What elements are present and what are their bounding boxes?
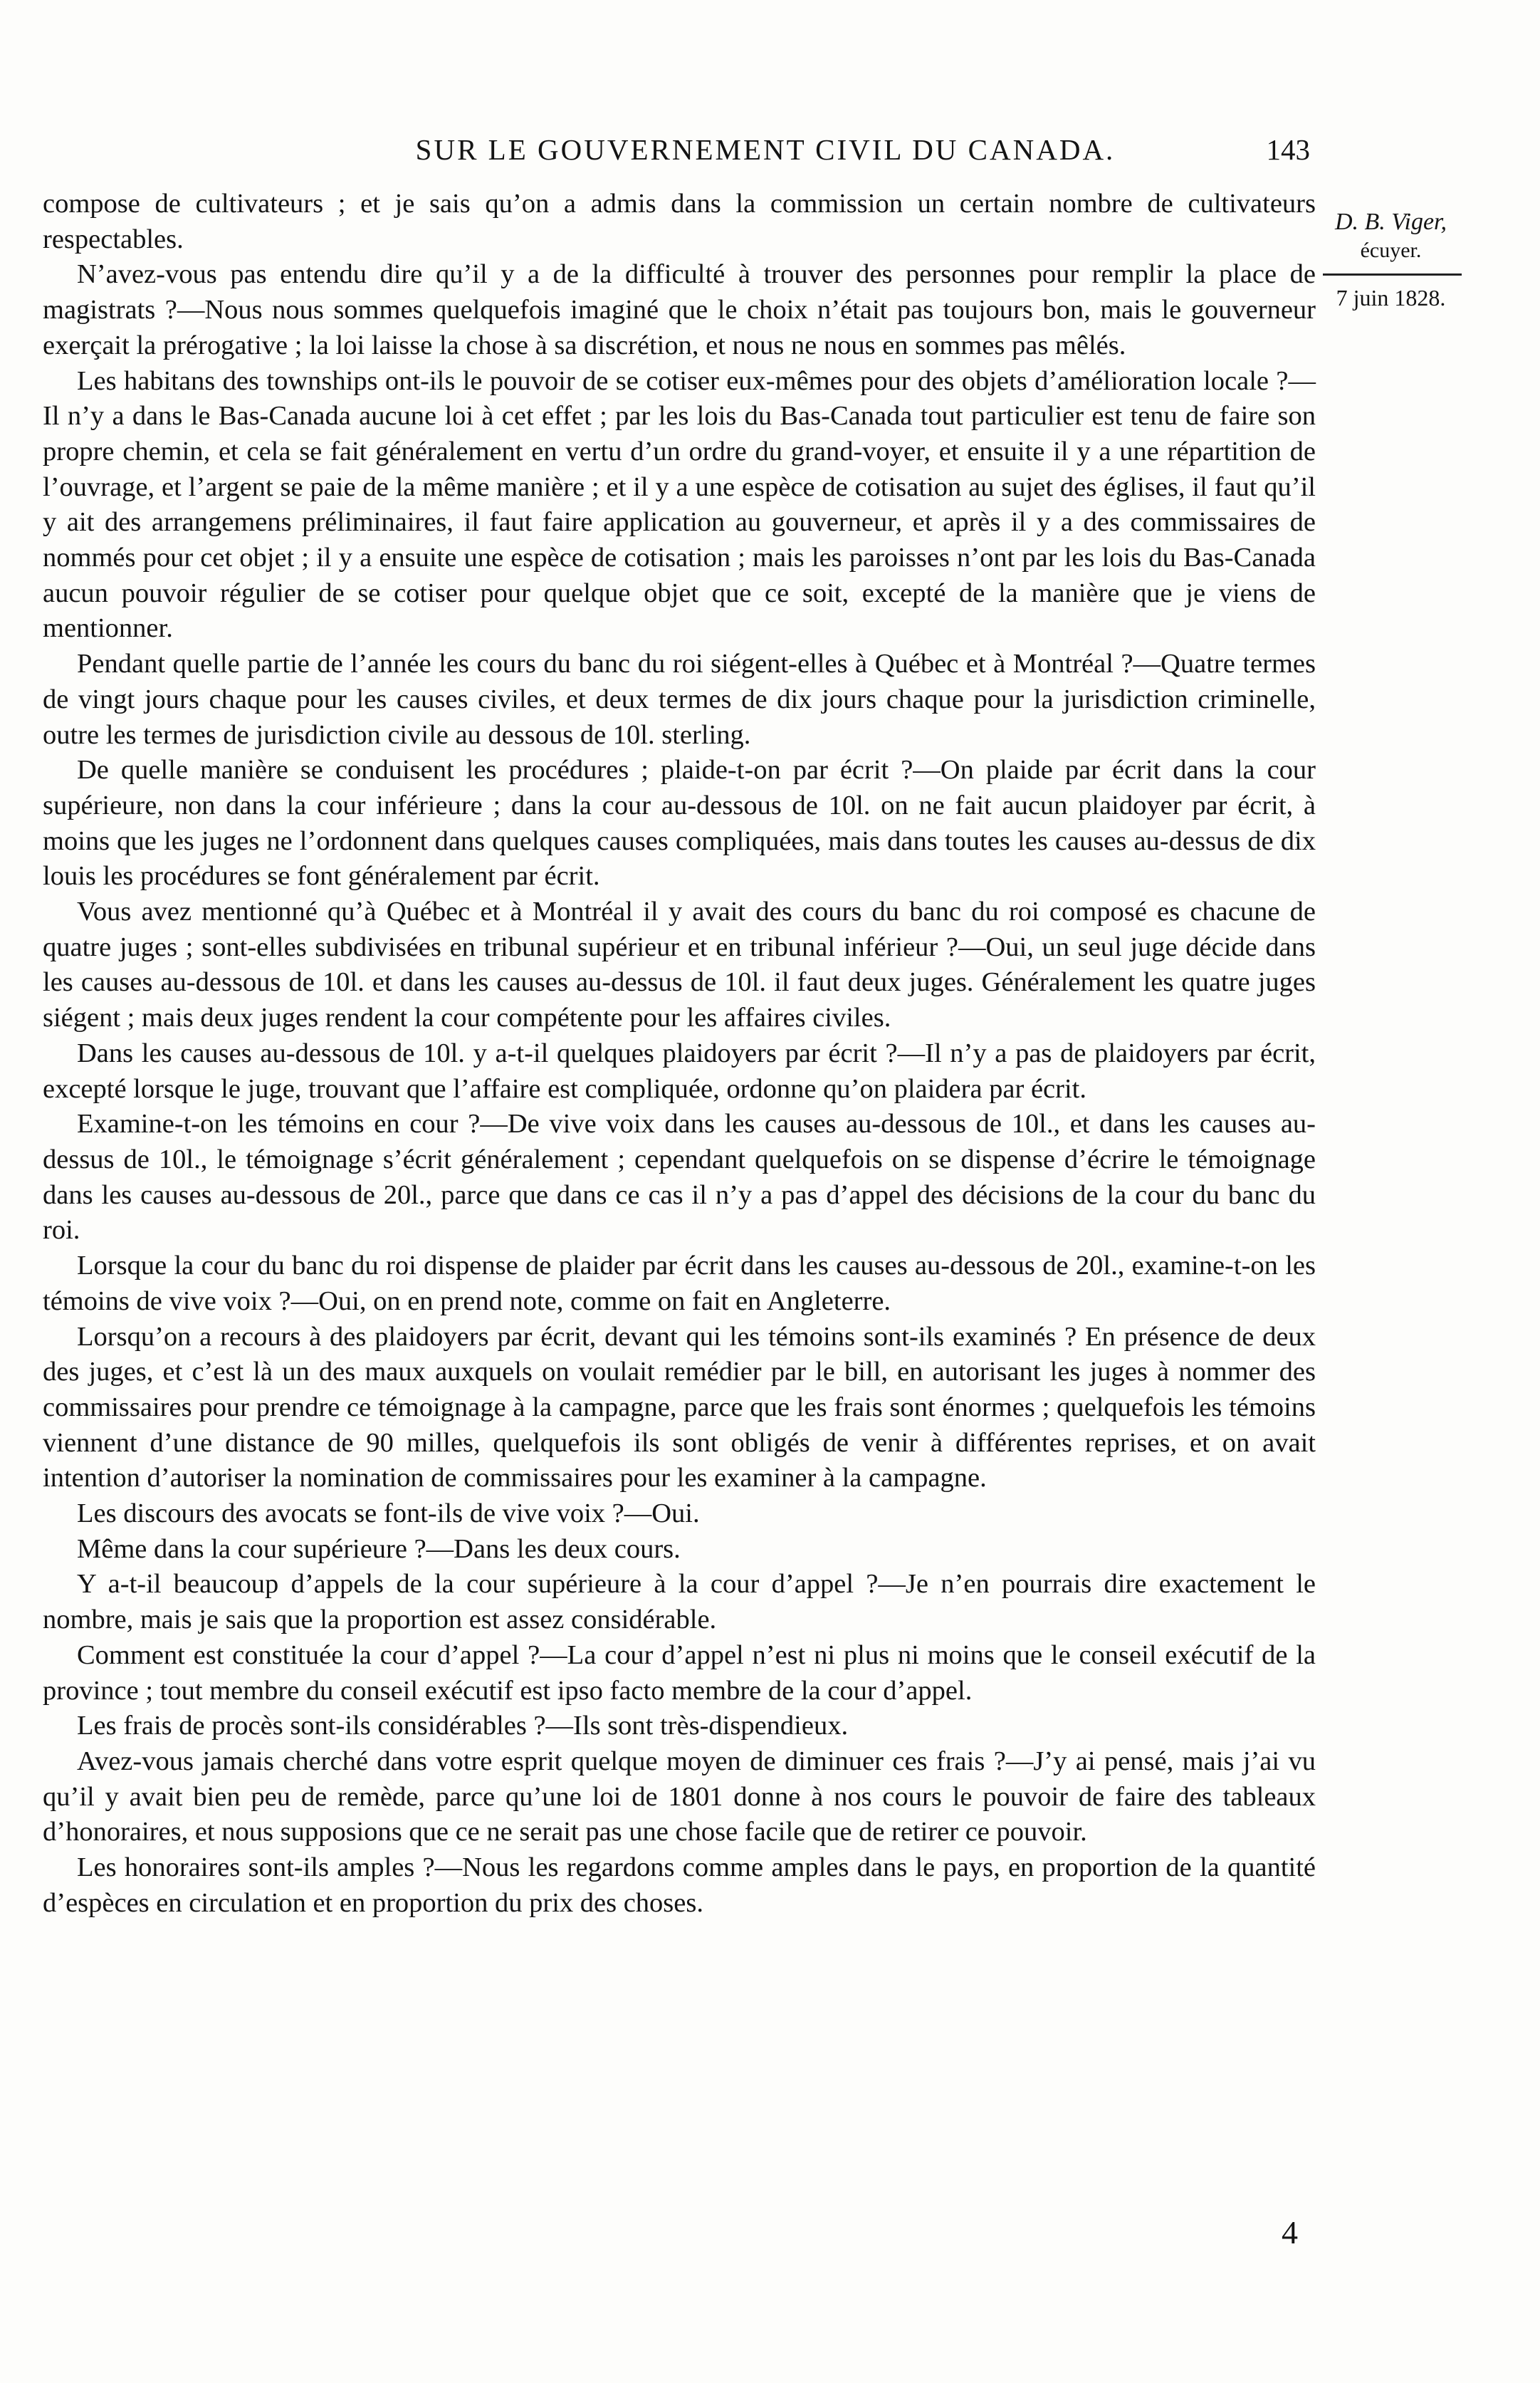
- paragraph: Examine-t-on les témoins en cour ?—De vive voix dans les causes au-dessous de 10l., et dans les causes au-dessus de 10l., le témoignage s’écrit généralement ; cependant quelquefois on se dispense d’écrire le témoignage dans les causes au-dessous de 20l., parce que dans ce cas il n’y a pas d’appel des décisions de la cour du banc du roi.: [43, 1109, 1316, 1246]
- page-number: 143: [1266, 133, 1310, 166]
- margin-witness-name: D. B. Viger,: [1334, 209, 1447, 235]
- signature-mark: 4: [1282, 2214, 1298, 2251]
- paragraph: Lorsqu’on a recours à des plaidoyers par écrit, devant qui les témoins sont-ils examinés ? En présence de deux des juges, et c’est là un des maux auxquels on voulait remédier par le bill, en autorisant les juges à nommer des commissaires pour prendre ce témoignage à la campagne, parce que les frais sont énormes ; quelquefois les témoins viennent d’une distance de 90 milles, quelquefois ils sont obligés de venir à différentes reprises, et on avait intention d’autoriser la nomination de commissaires pour les examiner à la campagne.: [43, 1321, 1316, 1493]
- paragraph: Les frais de procès sont-ils considérables ?—Ils sont très-dispendieux.: [77, 1711, 849, 1741]
- paragraph: Pendant quelle partie de l’année les cours du banc du roi siégent-elles à Québec et à Montréal ?—Quatre termes de vingt jours chaque pour les causes civiles, et deux termes de dix jours chaque pour la jurisdiction criminelle, outre les termes de jurisdiction civile au dessous de 10l. sterling.: [43, 649, 1316, 750]
- paragraph: Lorsque la cour du banc du roi dispense de plaider par écrit dans les causes au-dessous de 20l., examine-t-on les témoins de vive voix ?—Oui, on en prend note, comme on fait en Angleterre.: [43, 1251, 1316, 1316]
- paragraph: Même dans la cour supérieure ?—Dans les deux cours.: [77, 1533, 681, 1564]
- margin-witness-title: écuyer.: [1360, 239, 1422, 262]
- paragraph: Les habitans des townships ont-ils le pouvoir de se cotiser eux-mêmes pour des objets d’amélioration locale ?—Il n’y a dans le Bas-Canada aucune loi à cet effet ; par les lois du Bas-Canada tout particulier est tenu de faire son propre chemin, et cela se fait généralement en vertu d’un ordre du grand-voyer, et ensuite il y a une répartition de l’ouvrage, et l’argent se paie de la même manière ; et il y a une espèce de cotisation au sujet des églises, il faut qu’il y ait des arrangemens préliminaires, il faut faire application au gouverneur, et après il y a des commissaires de nommés pour cet objet ; il y a ensuite une espèce de cotisation ; mais les paroisses n’ont par les lois du Bas-Canada aucun pouvoir régulier de se cotiser pour quelque objet que ce soit, excepté de la manière que je viens de mentionner.: [43, 365, 1316, 644]
- paragraph: Vous avez mentionné qu’à Québec et à Montréal il y avait des cours du banc du roi composé es chacune de quatre juges ; sont-elles subdivisées en tribunal supérieur et en tribunal inférieur ?—Oui, un seul juge décide dans les causes au-dessous de 10l. et dans les causes au-dessus de 10l. il faut deux juges. Généralement les quatre juges siégent ; mais deux juges rendent la cour compétente pour les affaires civiles.: [43, 897, 1316, 1033]
- paragraph: Avez-vous jamais cherché dans votre esprit quelque moyen de diminuer ces frais ?—J’y ai pensé, mais j’ai vu qu’il y avait bien peu de remède, parce qu’une loi de 1801 donne à nos cours le pouvoir de faire des tableaux d’honoraires, et nous supposions que ce ne serait pas une chose facile que de retirer ce pouvoir.: [43, 1746, 1316, 1847]
- paragraph: Comment est constituée la cour d’appel ?—La cour d’appel n’est ni plus ni moins que le conseil exécutif de la province ; tout membre du conseil exécutif est ipso facto membre de la cour d’appel.: [43, 1639, 1316, 1706]
- page-header: [221, 132, 1310, 175]
- paragraph: Dans les causes au-dessous de 10l. y a-t-il quelques plaidoyers par écrit ?—Il n’y a pas de plaidoyers par écrit, excepté lorsque le juge, trouvant que l’affaire est compliquée, ordonne qu’on plaidera par écrit.: [43, 1038, 1316, 1104]
- paragraph: Les honoraires sont-ils amples ?—Nous les regardons comme amples dans le pays, en proportion de la quantité d’espèces en circulation et en proportion du prix des choses.: [43, 1852, 1316, 1918]
- running-head: SUR LE GOUVERNEMENT CIVIL DU CANADA.: [415, 133, 1116, 166]
- body-text: [43, 187, 1316, 1921]
- margin-date: 7 juin 1828.: [1336, 285, 1446, 311]
- margin-brace: [1314, 265, 1467, 283]
- paragraph: Y a-t-il beaucoup d’appels de la cour supérieure à la cour d’appel ?—Je n’en pourrais dire exactement le nombre, mais je sais que la proportion est assez considérable.: [43, 1569, 1316, 1635]
- paragraph: N’avez-vous pas entendu dire qu’il y a de la difficulté à trouver des personnes pour remplir la place de magistrats ?—Nous nous sommes quelquefois imaginé que le choix n’était pas toujours bon, mais le gouverneur exerçait la prérogative ; la loi laisse la chose à sa discrétion, et nous ne nous en sommes pas mêlés.: [43, 259, 1316, 360]
- paragraph: De quelle manière se conduisent les procédures ; plaide-t-on par écrit ?—On plaide par écrit dans la cour supérieure, non dans la cour inférieure ; dans la cour au-dessous de 10l. on ne fait aucun plaidoyer par écrit, à moins que les juges ne l’ordonnent dans quelques causes compliquées, mais dans toutes les causes au-dessus de dix louis les procédures se font généralement par écrit.: [43, 755, 1316, 892]
- paragraph: Les discours des avocats se font-ils de vive voix ?—Oui.: [77, 1498, 700, 1529]
- paragraph: compose de cultivateurs ; et je sais qu’on a admis dans la commission un certain nombre de cultivateurs respectables.: [43, 189, 1316, 254]
- margin-note: [1314, 208, 1467, 312]
